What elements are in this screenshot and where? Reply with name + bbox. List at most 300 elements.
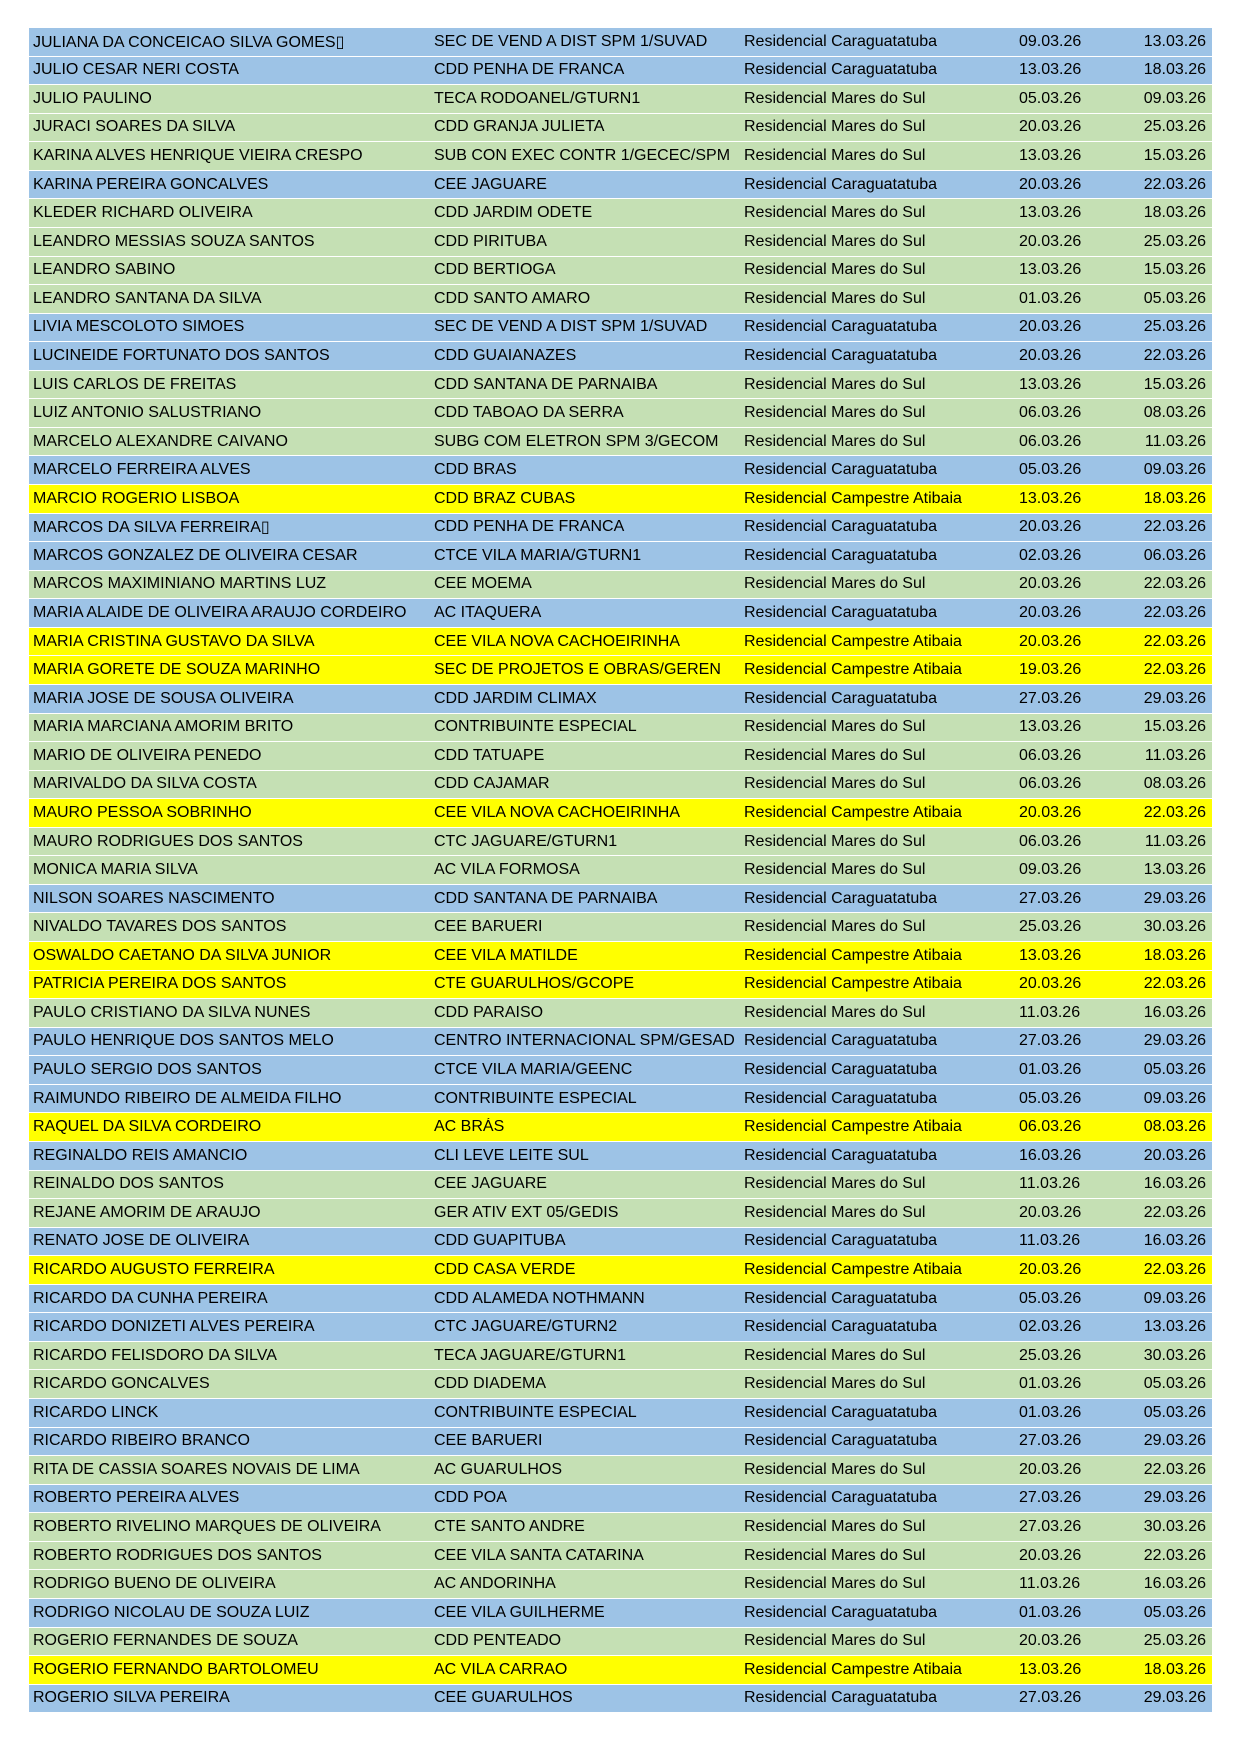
checkin-date-cell: 20.03.26 — [1019, 604, 1082, 622]
guest-name-cell: NIVALDO TAVARES DOS SANTOS — [33, 918, 287, 936]
residence-cell: Residencial Mares do Sul — [744, 147, 926, 165]
guest-name-cell: RAQUEL DA SILVA CORDEIRO — [33, 1118, 262, 1136]
checkout-date-cell: 16.03.26 — [1143, 1003, 1206, 1021]
checkin-date-cell: 01.03.26 — [1019, 1375, 1082, 1393]
guest-name-cell: MAURO PESSOA SOBRINHO — [33, 803, 252, 821]
checkin-date-cell: 09.03.26 — [1019, 861, 1082, 879]
table-row — [29, 942, 1212, 971]
checkin-date-cell: 20.03.26 — [1019, 632, 1082, 650]
table-row — [29, 114, 1212, 143]
unit-cell: CDD SANTANA DE PARNAIBA — [434, 375, 658, 393]
checkout-date-cell: 18.03.26 — [1143, 204, 1206, 222]
checkin-date-cell: 25.03.26 — [1019, 1346, 1082, 1364]
unit-cell: CDD PENHA DE FRANCA — [434, 61, 625, 79]
guest-name-cell: RAIMUNDO RIBEIRO DE ALMEIDA FILHO — [33, 1089, 342, 1107]
checkout-date-cell: 22.03.26 — [1143, 1460, 1206, 1478]
residence-cell: Residencial Mares do Sul — [744, 289, 926, 307]
unit-cell: CTCE VILA MARIA/GTURN1 — [434, 546, 642, 564]
checkin-date-cell: 20.03.26 — [1019, 975, 1082, 993]
checkin-date-cell: 01.03.26 — [1019, 1603, 1082, 1621]
unit-cell: SUB CON EXEC CONTR 1/GECEC/SPM — [434, 147, 731, 165]
checkout-date-cell: 18.03.26 — [1143, 61, 1206, 79]
guest-name-cell: KLEDER RICHARD OLIVEIRA — [33, 204, 253, 222]
guest-name-cell: MARIA ALAIDE DE OLIVEIRA ARAUJO CORDEIRO — [33, 604, 407, 622]
unit-cell: CONTRIBUINTE ESPECIAL — [434, 718, 637, 736]
table-row — [29, 1599, 1212, 1628]
guest-name-cell: MARIA MARCIANA AMORIM BRITO — [33, 718, 294, 736]
table-row — [29, 742, 1212, 771]
guest-name-cell: MONICA MARIA SILVA — [33, 861, 198, 879]
guest-name-cell: RICARDO AUGUSTO FERREIRA — [33, 1260, 275, 1278]
checkout-date-cell: 05.03.26 — [1143, 1375, 1206, 1393]
unit-cell: CDD PARAISO — [434, 1003, 544, 1021]
table-row — [29, 285, 1212, 314]
unit-cell: CDD PENTEADO — [434, 1632, 562, 1650]
residence-cell: Residencial Caraguatatuba — [744, 1032, 938, 1050]
guest-name-cell: PAULO HENRIQUE DOS SANTOS MELO — [33, 1032, 334, 1050]
residence-cell: Residencial Mares do Sul — [744, 1003, 926, 1021]
table-row — [29, 714, 1212, 743]
residence-cell: Residencial Caraguatatuba — [744, 1432, 938, 1450]
residence-cell: Residencial Mares do Sul — [744, 232, 926, 250]
checkin-date-cell: 19.03.26 — [1019, 661, 1082, 679]
unit-cell: CEE MOEMA — [434, 575, 532, 593]
checkout-date-cell: 18.03.26 — [1143, 946, 1206, 964]
residence-cell: Residencial Caraguatatuba — [744, 1146, 938, 1164]
checkout-date-cell: 11.03.26 — [1144, 432, 1206, 450]
guest-name-cell: RICARDO FELISDORO DA SILVA — [33, 1346, 277, 1364]
table-row — [29, 1056, 1212, 1085]
residence-cell: Residencial Caraguatatuba — [744, 175, 938, 193]
checkin-date-cell: 13.03.26 — [1019, 204, 1082, 222]
unit-cell: CTE GUARULHOS/GCOPE — [434, 975, 635, 993]
unit-cell: CONTRIBUINTE ESPECIAL — [434, 1089, 637, 1107]
unit-cell: CTC JAGUARE/GTURN1 — [434, 832, 618, 850]
residence-cell: Residencial Mares do Sul — [744, 1460, 926, 1478]
unit-cell: TECA RODOANEL/GTURN1 — [434, 89, 641, 107]
checkout-date-cell: 25.03.26 — [1143, 232, 1206, 250]
checkin-date-cell: 20.03.26 — [1019, 1460, 1082, 1478]
table-row — [29, 1370, 1212, 1399]
unit-cell: CEE JAGUARE — [434, 1175, 547, 1193]
checkout-date-cell: 22.03.26 — [1143, 175, 1206, 193]
guest-name-cell: KARINA ALVES HENRIQUE VIEIRA CRESPO — [33, 147, 363, 165]
checkout-date-cell: 18.03.26 — [1143, 1660, 1206, 1678]
unit-cell: CDD JARDIM CLIMAX — [434, 689, 597, 707]
checkout-date-cell: 29.03.26 — [1143, 1032, 1206, 1050]
table-row — [29, 85, 1212, 114]
unit-cell: CEE VILA SANTA CATARINA — [434, 1546, 644, 1564]
table-row — [29, 342, 1212, 371]
table-row — [29, 1628, 1212, 1657]
checkin-date-cell: 06.03.26 — [1019, 832, 1082, 850]
checkin-date-cell: 11.03.26 — [1019, 1232, 1081, 1250]
checkin-date-cell: 20.03.26 — [1019, 118, 1082, 136]
checkout-date-cell: 15.03.26 — [1143, 261, 1206, 279]
table-row — [29, 1313, 1212, 1342]
residence-cell: Residencial Campestre Atibaia — [744, 1118, 962, 1136]
table-row — [29, 28, 1212, 57]
residence-cell: Residencial Mares do Sul — [744, 746, 926, 764]
table-row — [29, 1256, 1212, 1285]
guest-name-cell: REINALDO DOS SANTOS — [33, 1175, 224, 1193]
checkin-date-cell: 25.03.26 — [1019, 918, 1082, 936]
unit-cell: CDD CASA VERDE — [434, 1260, 576, 1278]
checkout-date-cell: 16.03.26 — [1143, 1575, 1206, 1593]
unit-cell: CTE SANTO ANDRE — [434, 1518, 585, 1536]
residence-cell: Residencial Mares do Sul — [744, 918, 926, 936]
checkin-date-cell: 13.03.26 — [1019, 946, 1082, 964]
residence-cell: Residencial Caraguatatuba — [744, 1289, 938, 1307]
checkin-date-cell: 20.03.26 — [1019, 346, 1082, 364]
checkout-date-cell: 22.03.26 — [1143, 632, 1206, 650]
table-row — [29, 1456, 1212, 1485]
guest-name-cell: LEANDRO SABINO — [33, 261, 176, 279]
checkin-date-cell: 02.03.26 — [1019, 1318, 1082, 1336]
table-row — [29, 1685, 1212, 1714]
unit-cell: CDD GRANJA JULIETA — [434, 118, 605, 136]
checkout-date-cell: 29.03.26 — [1143, 1489, 1206, 1507]
guest-name-cell: REJANE AMORIM DE ARAUJO — [33, 1203, 261, 1221]
guest-name-cell: OSWALDO CAETANO DA SILVA JUNIOR — [33, 946, 332, 964]
table-row — [29, 656, 1212, 685]
residence-cell: Residencial Caraguatatuba — [744, 546, 938, 564]
guest-name-cell: ROBERTO RODRIGUES DOS SANTOS — [33, 1546, 322, 1564]
checkin-date-cell: 20.03.26 — [1019, 1546, 1082, 1564]
residence-cell: Residencial Mares do Sul — [744, 375, 926, 393]
checkout-date-cell: 08.03.26 — [1143, 404, 1206, 422]
residence-cell: Residencial Campestre Atibaia — [744, 661, 962, 679]
residence-cell: Residencial Mares do Sul — [744, 775, 926, 793]
guest-name-cell: MARCOS DA SILVA FERREIRA▯ — [33, 519, 270, 537]
unit-cell: CDD DIADEMA — [434, 1375, 547, 1393]
unit-cell: CDD GUAPITUBA — [434, 1232, 566, 1250]
checkout-date-cell: 25.03.26 — [1143, 318, 1206, 336]
checkout-date-cell: 18.03.26 — [1143, 489, 1206, 507]
checkout-date-cell: 08.03.26 — [1143, 1118, 1206, 1136]
table-row — [29, 599, 1212, 628]
checkout-date-cell: 06.03.26 — [1143, 546, 1206, 564]
checkout-date-cell: 08.03.26 — [1143, 775, 1206, 793]
unit-cell: CEE VILA MATILDE — [434, 946, 578, 964]
residence-cell: Residencial Mares do Sul — [744, 1632, 926, 1650]
checkin-date-cell: 27.03.26 — [1019, 889, 1082, 907]
checkout-date-cell: 30.03.26 — [1143, 1346, 1206, 1364]
table-row — [29, 1028, 1212, 1057]
checkout-date-cell: 22.03.26 — [1143, 661, 1206, 679]
checkout-date-cell: 22.03.26 — [1143, 1546, 1206, 1564]
unit-cell: CDD POA — [434, 1489, 507, 1507]
guest-name-cell: RITA DE CASSIA SOARES NOVAIS DE LIMA — [33, 1460, 360, 1478]
table-row — [29, 456, 1212, 485]
guest-name-cell: JULIANA DA CONCEICAO SILVA GOMES▯ — [33, 33, 345, 51]
checkout-date-cell: 29.03.26 — [1143, 689, 1206, 707]
unit-cell: CENTRO INTERNACIONAL SPM/GESAD — [434, 1032, 735, 1050]
unit-cell: CONTRIBUINTE ESPECIAL — [434, 1403, 637, 1421]
unit-cell: SEC DE VEND A DIST SPM 1/SUVAD — [434, 32, 708, 50]
checkout-date-cell: 22.03.26 — [1143, 346, 1206, 364]
table-row — [29, 913, 1212, 942]
checkout-date-cell: 22.03.26 — [1143, 575, 1206, 593]
residence-cell: Residencial Campestre Atibaia — [744, 632, 962, 650]
unit-cell: CDD ALAMEDA NOTHMANN — [434, 1289, 645, 1307]
residence-cell: Residencial Mares do Sul — [744, 1175, 926, 1193]
guest-name-cell: JURACI SOARES DA SILVA — [33, 118, 236, 136]
guest-name-cell: RICARDO DONIZETI ALVES PEREIRA — [33, 1318, 315, 1336]
unit-cell: CTC JAGUARE/GTURN2 — [434, 1318, 618, 1336]
checkin-date-cell: 20.03.26 — [1019, 518, 1082, 536]
checkin-date-cell: 27.03.26 — [1019, 689, 1082, 707]
table-row — [29, 1428, 1212, 1457]
checkout-date-cell: 15.03.26 — [1143, 147, 1206, 165]
unit-cell: SEC DE PROJETOS E OBRAS/GEREN — [434, 661, 721, 679]
table-row — [29, 628, 1212, 657]
residence-cell: Residencial Caraguatatuba — [744, 1089, 938, 1107]
unit-cell: CEE VILA NOVA CACHOEIRINHA — [434, 803, 680, 821]
checkin-date-cell: 05.03.26 — [1019, 461, 1082, 479]
table-row — [29, 799, 1212, 828]
checkin-date-cell: 20.03.26 — [1019, 1203, 1082, 1221]
unit-cell: AC ANDORINHA — [434, 1575, 556, 1593]
guest-name-cell: LUCINEIDE FORTUNATO DOS SANTOS — [33, 346, 330, 364]
guest-name-cell: MARIO DE OLIVEIRA PENEDO — [33, 746, 262, 764]
unit-cell: SUBG COM ELETRON SPM 3/GECOM — [434, 432, 719, 450]
residence-cell: Residencial Caraguatatuba — [744, 1489, 938, 1507]
checkout-date-cell: 09.03.26 — [1143, 1089, 1206, 1107]
checkin-date-cell: 27.03.26 — [1019, 1432, 1082, 1450]
checkin-date-cell: 09.03.26 — [1019, 32, 1082, 50]
residence-cell: Residencial Caraguatatuba — [744, 1603, 938, 1621]
guest-name-cell: LUIZ ANTONIO SALUSTRIANO — [33, 404, 262, 422]
residence-cell: Residencial Mares do Sul — [744, 1518, 926, 1536]
unit-cell: CDD PIRITUBA — [434, 232, 547, 250]
guest-name-cell: LUIS CARLOS DE FREITAS — [33, 375, 237, 393]
table-row — [29, 856, 1212, 885]
checkin-date-cell: 20.03.26 — [1019, 575, 1082, 593]
unit-cell: CDD CAJAMAR — [434, 775, 550, 793]
checkin-date-cell: 05.03.26 — [1019, 1289, 1082, 1307]
checkin-date-cell: 11.03.26 — [1019, 1003, 1081, 1021]
table-row — [29, 371, 1212, 400]
checkin-date-cell: 06.03.26 — [1019, 1118, 1082, 1136]
unit-cell: CDD SANTANA DE PARNAIBA — [434, 889, 658, 907]
guest-name-cell: RICARDO GONCALVES — [33, 1375, 210, 1393]
unit-cell: CEE VILA GUILHERME — [434, 1603, 605, 1621]
residence-cell: Residencial Mares do Sul — [744, 1575, 926, 1593]
residence-cell: Residencial Caraguatatuba — [744, 346, 938, 364]
guest-name-cell: RODRIGO NICOLAU DE SOUZA LUIZ — [33, 1603, 310, 1621]
guest-name-cell: LEANDRO SANTANA DA SILVA — [33, 289, 262, 307]
checkout-date-cell: 29.03.26 — [1143, 1432, 1206, 1450]
residence-cell: Residencial Campestre Atibaia — [744, 489, 962, 507]
table-row — [29, 171, 1212, 200]
guest-name-cell: LEANDRO MESSIAS SOUZA SANTOS — [33, 232, 315, 250]
residence-cell: Residencial Mares do Sul — [744, 404, 926, 422]
table-row — [29, 1085, 1212, 1114]
unit-cell: GER ATIV EXT 05/GEDIS — [434, 1203, 619, 1221]
table-row — [29, 971, 1212, 1000]
table-row — [29, 542, 1212, 571]
table-row — [29, 1485, 1212, 1514]
table-row — [29, 1513, 1212, 1542]
checkout-date-cell: 25.03.26 — [1143, 118, 1206, 136]
unit-cell: SEC DE VEND A DIST SPM 1/SUVAD — [434, 318, 708, 336]
checkout-date-cell: 15.03.26 — [1143, 718, 1206, 736]
unit-cell: CDD SANTO AMARO — [434, 289, 591, 307]
guest-name-cell: MARCOS GONZALEZ DE OLIVEIRA CESAR — [33, 546, 358, 564]
table-row — [29, 514, 1212, 543]
table-row — [29, 1171, 1212, 1200]
checkin-date-cell: 05.03.26 — [1019, 1089, 1082, 1107]
guest-name-cell: KARINA PEREIRA GONCALVES — [33, 175, 269, 193]
table-row — [29, 1285, 1212, 1314]
checkin-date-cell: 20.03.26 — [1019, 232, 1082, 250]
guest-name-cell: MARCELO ALEXANDRE CAIVANO — [33, 432, 288, 450]
residence-cell: Residencial Mares do Sul — [744, 89, 926, 107]
unit-cell: CEE JAGUARE — [434, 175, 547, 193]
unit-cell: CLI LEVE LEITE SUL — [434, 1146, 589, 1164]
table-row — [29, 228, 1212, 257]
checkout-date-cell: 22.03.26 — [1143, 975, 1206, 993]
checkin-date-cell: 06.03.26 — [1019, 746, 1082, 764]
table-row — [29, 1228, 1212, 1257]
checkout-date-cell: 22.03.26 — [1143, 1203, 1206, 1221]
guest-name-cell: RICARDO RIBEIRO BRANCO — [33, 1432, 250, 1450]
checkin-date-cell: 27.03.26 — [1019, 1032, 1082, 1050]
checkin-date-cell: 20.03.26 — [1019, 1260, 1082, 1278]
checkin-date-cell: 27.03.26 — [1019, 1489, 1082, 1507]
unit-cell: AC VILA FORMOSA — [434, 861, 580, 879]
table-row — [29, 428, 1212, 457]
residence-cell: Residencial Mares do Sul — [744, 261, 926, 279]
table-row — [29, 314, 1212, 343]
checkout-date-cell: 09.03.26 — [1143, 1289, 1206, 1307]
table-row — [29, 399, 1212, 428]
unit-cell: CTCE VILA MARIA/GEENC — [434, 1061, 633, 1079]
checkin-date-cell: 01.03.26 — [1019, 1403, 1082, 1421]
table-row — [29, 1399, 1212, 1428]
unit-cell: CDD PENHA DE FRANCA — [434, 518, 625, 536]
table-row — [29, 1199, 1212, 1228]
guest-name-cell: MARIA CRISTINA GUSTAVO DA SILVA — [33, 632, 315, 650]
unit-cell: CEE BARUERI — [434, 1432, 543, 1450]
checkin-date-cell: 01.03.26 — [1019, 289, 1082, 307]
guest-name-cell: MAURO RODRIGUES DOS SANTOS — [33, 832, 303, 850]
checkout-date-cell: 29.03.26 — [1143, 889, 1206, 907]
checkout-date-cell: 25.03.26 — [1143, 1632, 1206, 1650]
checkout-date-cell: 05.03.26 — [1143, 1403, 1206, 1421]
table-row — [29, 999, 1212, 1028]
checkin-date-cell: 13.03.26 — [1019, 261, 1082, 279]
guest-name-cell: ROGERIO FERNANDES DE SOUZA — [33, 1632, 298, 1650]
residence-cell: Residencial Campestre Atibaia — [744, 975, 962, 993]
checkout-date-cell: 05.03.26 — [1143, 1603, 1206, 1621]
checkin-date-cell: 13.03.26 — [1019, 375, 1082, 393]
guest-name-cell: RICARDO DA CUNHA PEREIRA — [33, 1289, 268, 1307]
checkout-date-cell: 05.03.26 — [1143, 1061, 1206, 1079]
guest-name-cell: ROGERIO FERNANDO BARTOLOMEU — [33, 1660, 319, 1678]
guest-name-cell: PAULO CRISTIANO DA SILVA NUNES — [33, 1003, 311, 1021]
checkin-date-cell: 13.03.26 — [1019, 718, 1082, 736]
guest-name-cell: NILSON SOARES NASCIMENTO — [33, 889, 275, 907]
checkout-date-cell: 11.03.26 — [1144, 746, 1206, 764]
checkout-date-cell: 13.03.26 — [1143, 32, 1206, 50]
checkin-date-cell: 13.03.26 — [1019, 147, 1082, 165]
guest-name-cell: MARCELO FERREIRA ALVES — [33, 461, 251, 479]
residence-cell: Residencial Caraguatatuba — [744, 1689, 938, 1707]
residence-cell: Residencial Caraguatatuba — [744, 318, 938, 336]
guest-name-cell: REGINALDO REIS AMANCIO — [33, 1146, 248, 1164]
checkout-date-cell: 16.03.26 — [1143, 1232, 1206, 1250]
unit-cell: TECA JAGUARE/GTURN1 — [434, 1346, 627, 1364]
checkin-date-cell: 16.03.26 — [1019, 1146, 1082, 1164]
unit-cell: AC VILA CARRAO — [434, 1660, 568, 1678]
checkout-date-cell: 13.03.26 — [1143, 1318, 1206, 1336]
checkin-date-cell: 13.03.26 — [1019, 1660, 1082, 1678]
guest-name-cell: ROGERIO SILVA PEREIRA — [33, 1689, 230, 1707]
guest-name-cell: RENATO JOSE DE OLIVEIRA — [33, 1232, 250, 1250]
residence-cell: Residencial Campestre Atibaia — [744, 1660, 962, 1678]
checkout-date-cell: 11.03.26 — [1144, 832, 1206, 850]
checkout-date-cell: 30.03.26 — [1143, 918, 1206, 936]
residence-cell: Residencial Mares do Sul — [744, 1346, 926, 1364]
residence-cell: Residencial Caraguatatuba — [744, 604, 938, 622]
guest-name-cell: PAULO SERGIO DOS SANTOS — [33, 1061, 262, 1079]
checkin-date-cell: 27.03.26 — [1019, 1689, 1082, 1707]
guest-name-cell: RODRIGO BUENO DE OLIVEIRA — [33, 1575, 276, 1593]
residence-cell: Residencial Campestre Atibaia — [744, 946, 962, 964]
residence-cell: Residencial Campestre Atibaia — [744, 1260, 962, 1278]
residence-cell: Residencial Caraguatatuba — [744, 32, 938, 50]
table-row — [29, 1656, 1212, 1685]
guest-name-cell: JULIO CESAR NERI COSTA — [33, 61, 239, 79]
guest-name-cell: PATRICIA PEREIRA DOS SANTOS — [33, 975, 287, 993]
residence-cell: Residencial Mares do Sul — [744, 1375, 926, 1393]
checkout-date-cell: 09.03.26 — [1143, 89, 1206, 107]
residence-cell: Residencial Mares do Sul — [744, 575, 926, 593]
unit-cell: CEE BARUERI — [434, 918, 543, 936]
residence-cell: Residencial Caraguatatuba — [744, 889, 938, 907]
checkin-date-cell: 06.03.26 — [1019, 432, 1082, 450]
reservation-table — [29, 28, 1212, 1713]
residence-cell: Residencial Caraguatatuba — [744, 689, 938, 707]
table-row — [29, 885, 1212, 914]
unit-cell: AC ITAQUERA — [434, 604, 542, 622]
residence-cell: Residencial Mares do Sul — [744, 1203, 926, 1221]
residence-cell: Residencial Mares do Sul — [744, 432, 926, 450]
unit-cell: AC BRÁS — [434, 1118, 505, 1136]
table-row — [29, 1142, 1212, 1171]
checkin-date-cell: 06.03.26 — [1019, 775, 1082, 793]
residence-cell: Residencial Caraguatatuba — [744, 1403, 938, 1421]
residence-cell: Residencial Mares do Sul — [744, 832, 926, 850]
unit-cell: AC GUARULHOS — [434, 1460, 563, 1478]
checkin-date-cell: 13.03.26 — [1019, 489, 1082, 507]
unit-cell: CDD GUAIANAZES — [434, 346, 577, 364]
checkout-date-cell: 16.03.26 — [1143, 1175, 1206, 1193]
residence-cell: Residencial Caraguatatuba — [744, 1232, 938, 1250]
checkout-date-cell: 20.03.26 — [1143, 1146, 1206, 1164]
checkout-date-cell: 22.03.26 — [1143, 604, 1206, 622]
table-row — [29, 771, 1212, 800]
table-row — [29, 57, 1212, 86]
guest-name-cell: RICARDO LINCK — [33, 1403, 159, 1421]
checkin-date-cell: 20.03.26 — [1019, 318, 1082, 336]
checkin-date-cell: 20.03.26 — [1019, 175, 1082, 193]
checkout-date-cell: 22.03.26 — [1143, 518, 1206, 536]
guest-name-cell: JULIO PAULINO — [33, 89, 152, 107]
unit-cell: CDD BERTIOGA — [434, 261, 556, 279]
